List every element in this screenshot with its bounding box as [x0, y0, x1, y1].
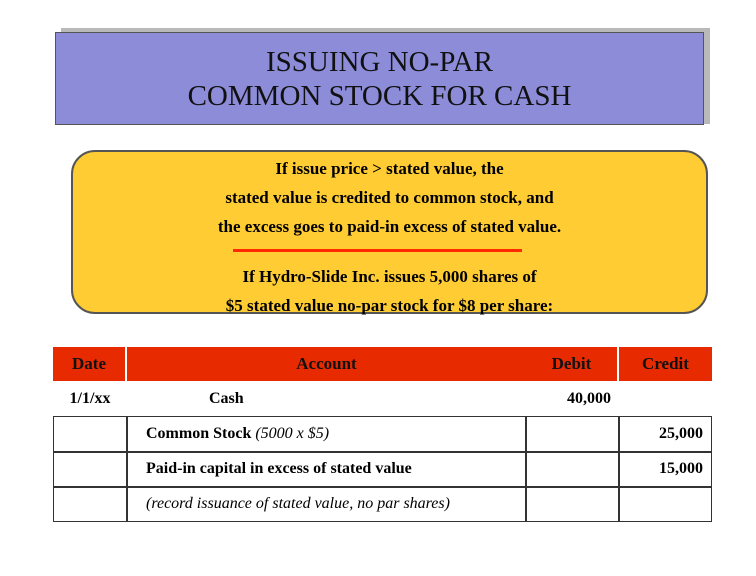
example-text — [73, 262, 706, 320]
row-debit — [526, 416, 619, 451]
account-note: (5000 x $5) — [251, 424, 330, 442]
header-account: Account — [127, 347, 526, 381]
header-date: Date — [53, 347, 127, 381]
explanation-callout — [71, 150, 708, 314]
table-row — [53, 452, 712, 487]
table-row — [53, 381, 712, 416]
example-line: If Hydro-Slide Inc. issues 5,000 shares of — [242, 267, 537, 286]
row-account — [127, 416, 526, 451]
journal-entry-table — [53, 347, 712, 522]
header-credit: Credit — [619, 347, 712, 381]
account-name: Common Stock — [146, 424, 252, 442]
row-account: Cash — [209, 389, 244, 407]
rule-line: stated value is credited to common stock, and — [225, 188, 554, 207]
table-header-row — [53, 347, 712, 381]
example-line: $5 stated value no-par stock for $8 per share: — [225, 296, 554, 315]
row-credit — [619, 487, 712, 522]
row-credit — [619, 381, 712, 416]
row-memo: (record issuance of stated value, no par shares) — [127, 487, 526, 522]
row-account: Paid-in capital in excess of stated value — [127, 452, 526, 487]
row-debit — [526, 487, 619, 522]
row-debit — [526, 452, 619, 487]
divider-line — [233, 249, 522, 252]
row-credit: 15,000 — [619, 452, 712, 487]
row-date — [53, 452, 127, 487]
row-debit: 40,000 — [567, 389, 611, 407]
title-line-2: COMMON STOCK FOR CASH — [187, 79, 572, 112]
table-row — [53, 416, 712, 451]
header-debit: Debit — [526, 347, 619, 381]
table-row — [53, 487, 712, 522]
slide-title — [55, 32, 704, 125]
rule-line: If issue price > stated value, the — [275, 159, 504, 178]
row-credit: 25,000 — [619, 416, 712, 451]
rule-line: the excess goes to paid-in excess of stated value. — [217, 217, 562, 236]
row-date — [53, 416, 127, 451]
row-date: 1/1/xx — [69, 389, 111, 407]
title-line-1: ISSUING NO-PAR — [266, 45, 493, 78]
row-date — [53, 487, 127, 522]
rule-text — [73, 154, 706, 241]
